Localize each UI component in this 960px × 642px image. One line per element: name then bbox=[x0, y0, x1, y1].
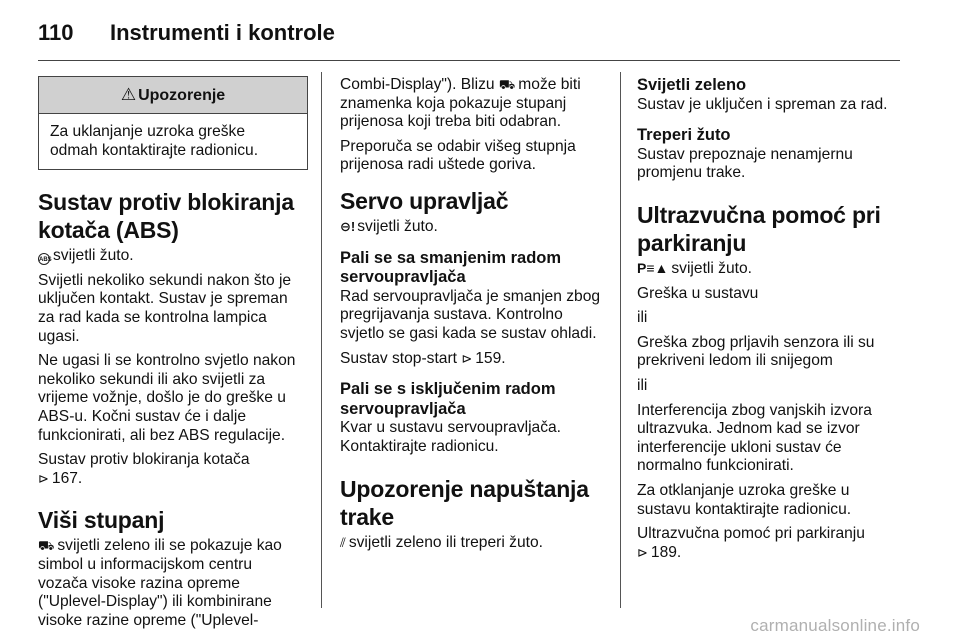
warning-title: Upozorenje bbox=[138, 87, 226, 104]
lane-blink-text: Sustav prepoznaje nenamjernu promjenu trake. bbox=[637, 145, 853, 182]
upshift-paragraph: ⛟ svijetli zeleno ili se pokazuje kao simbol u informacijskom centru vozača visoke razina opreme ("Uplevel-Display") ili kombinirane visoke razine opreme ("Uplevel- bbox=[38, 537, 282, 629]
parking-fix: Za otklanjanje uzroka greške u sustavu kontaktirajte radionicu. bbox=[637, 481, 852, 518]
upshift-car-icon: ⛟ bbox=[38, 538, 55, 554]
lane-blink-heading: Treperi žuto bbox=[637, 126, 731, 145]
servo-icon-line: ⊖! svijetli žuto. bbox=[340, 217, 438, 235]
header-divider bbox=[38, 60, 900, 61]
servo-off-text: Kvar u sustavu servoupravljača. Kontaktirajte radionicu. bbox=[340, 419, 562, 455]
lane-green-heading: Svijetli zeleno bbox=[637, 76, 747, 94]
page-number: 110 bbox=[38, 20, 74, 45]
servo-reduced-heading: Pali se sa smanjenim radom servoupravljača bbox=[340, 248, 562, 287]
warning-body bbox=[39, 114, 307, 169]
parking-fault: Greška u sustavu bbox=[637, 284, 759, 302]
page-reference-arrow-icon: ⊳ bbox=[38, 470, 49, 486]
page-reference-arrow-icon: ⊳ bbox=[637, 544, 648, 560]
column-1 bbox=[38, 76, 308, 636]
parking-dirty: Greška zbog prljavih senzora ili su prekriveni ledom ili snijegom bbox=[637, 333, 875, 370]
upshift-car-icon: ⛟ bbox=[498, 77, 516, 92]
lane-icon-line: ⫽ svijetli zeleno ili treperi žuto. bbox=[340, 533, 543, 551]
abs-heading: Sustav protiv blokiranja kotača (ABS) bbox=[38, 189, 294, 244]
abs-paragraph-1: Svijetli nekoliko sekundi nakon što je uključen kontakt. Sustav je spreman za rad kada se kontrolna lampica ugasi. bbox=[38, 271, 292, 345]
upshift-heading: Viši stupanj bbox=[38, 507, 165, 534]
lane-green-text: Sustav je uključen i spreman za rad. bbox=[637, 95, 888, 113]
parking-assist-icon: P≡▲ bbox=[637, 259, 669, 276]
warning-line: odmah kontaktirajte radionicu. bbox=[50, 141, 259, 159]
column-3 bbox=[637, 76, 905, 568]
parking-icon-line: P≡▲ svijetli žuto. bbox=[637, 259, 752, 277]
stopstart-ref-link[interactable]: 159. bbox=[475, 349, 506, 367]
lane-departure-icon: ⫽ bbox=[340, 534, 346, 550]
abs-reference: Sustav protiv blokiranja kotača ⊳ 167. bbox=[38, 451, 250, 487]
parking-or-2: ili bbox=[637, 376, 648, 394]
column-divider-1 bbox=[321, 72, 322, 608]
page-header bbox=[38, 18, 335, 48]
steering-warning-icon: ⊖! bbox=[340, 218, 356, 234]
parking-or-1: ili bbox=[637, 309, 648, 327]
warning-box bbox=[38, 76, 308, 170]
servo-off-heading: Pali se s isključenim radom servoupravljača bbox=[340, 380, 556, 418]
abs-icon: ABS bbox=[38, 253, 50, 265]
servo-stopstart-ref: Sustav stop-start ⊳ 159. bbox=[340, 349, 506, 367]
parking-heading: Ultrazvučna pomoć pri parkiranju bbox=[637, 201, 881, 256]
parking-interference: Interferencija zbog vanjskih izvora ultrazvuka. Jednom kad se izvor interferencije ukloni sustav će normalno funkcionirati. bbox=[637, 401, 872, 475]
warning-header bbox=[39, 77, 307, 114]
page-reference-arrow-icon: ⊳ bbox=[461, 350, 473, 366]
abs-paragraph-2: Ne ugasi li se kontrolno svjetlo nakon nekoliko sekundi ili ako svijetli za vrijeme vožnje, došlo je do greške u ABS-u. Kočni sustav će i dalje funkcionirati, ali bez ABS regulacije. bbox=[38, 352, 296, 444]
abs-ref-link[interactable]: 167. bbox=[51, 469, 83, 487]
servo-heading: Servo upravljač bbox=[340, 187, 509, 214]
parking-reference: Ultrazvučna pomoć pri parkiranju ⊳ 189. bbox=[637, 525, 865, 561]
warning-line: Za uklanjanje uzroka greške bbox=[50, 123, 246, 140]
column-2 bbox=[340, 76, 608, 558]
lane-heading: Upozorenje napuštanja trake bbox=[340, 475, 589, 530]
parking-ref-link[interactable]: 189. bbox=[650, 543, 682, 561]
page-title: Instrumenti i kontrole bbox=[110, 20, 335, 45]
watermark: carmanualsonline.info bbox=[750, 616, 920, 635]
servo-reduced-text: Rad servoupravljača je smanjen zbog pregrijavanja sustava. Kontrolno svjetlo se gasi kada se sustav ohladi. bbox=[340, 287, 601, 342]
column-divider-2 bbox=[620, 72, 621, 608]
abs-icon-line: ABSsvijetli žuto. bbox=[39, 247, 134, 265]
upshift-paragraph-2: Preporuča se odabir višeg stupnja prijenosa radi uštede goriva. bbox=[340, 137, 576, 174]
upshift-paragraph-cont: Combi-Display"). Blizu ⛟ može biti znamenka koja pokazuje stupanj prijenosa koji treba biti odabran. bbox=[340, 76, 581, 131]
warning-triangle-icon: ⚠ bbox=[120, 85, 137, 104]
